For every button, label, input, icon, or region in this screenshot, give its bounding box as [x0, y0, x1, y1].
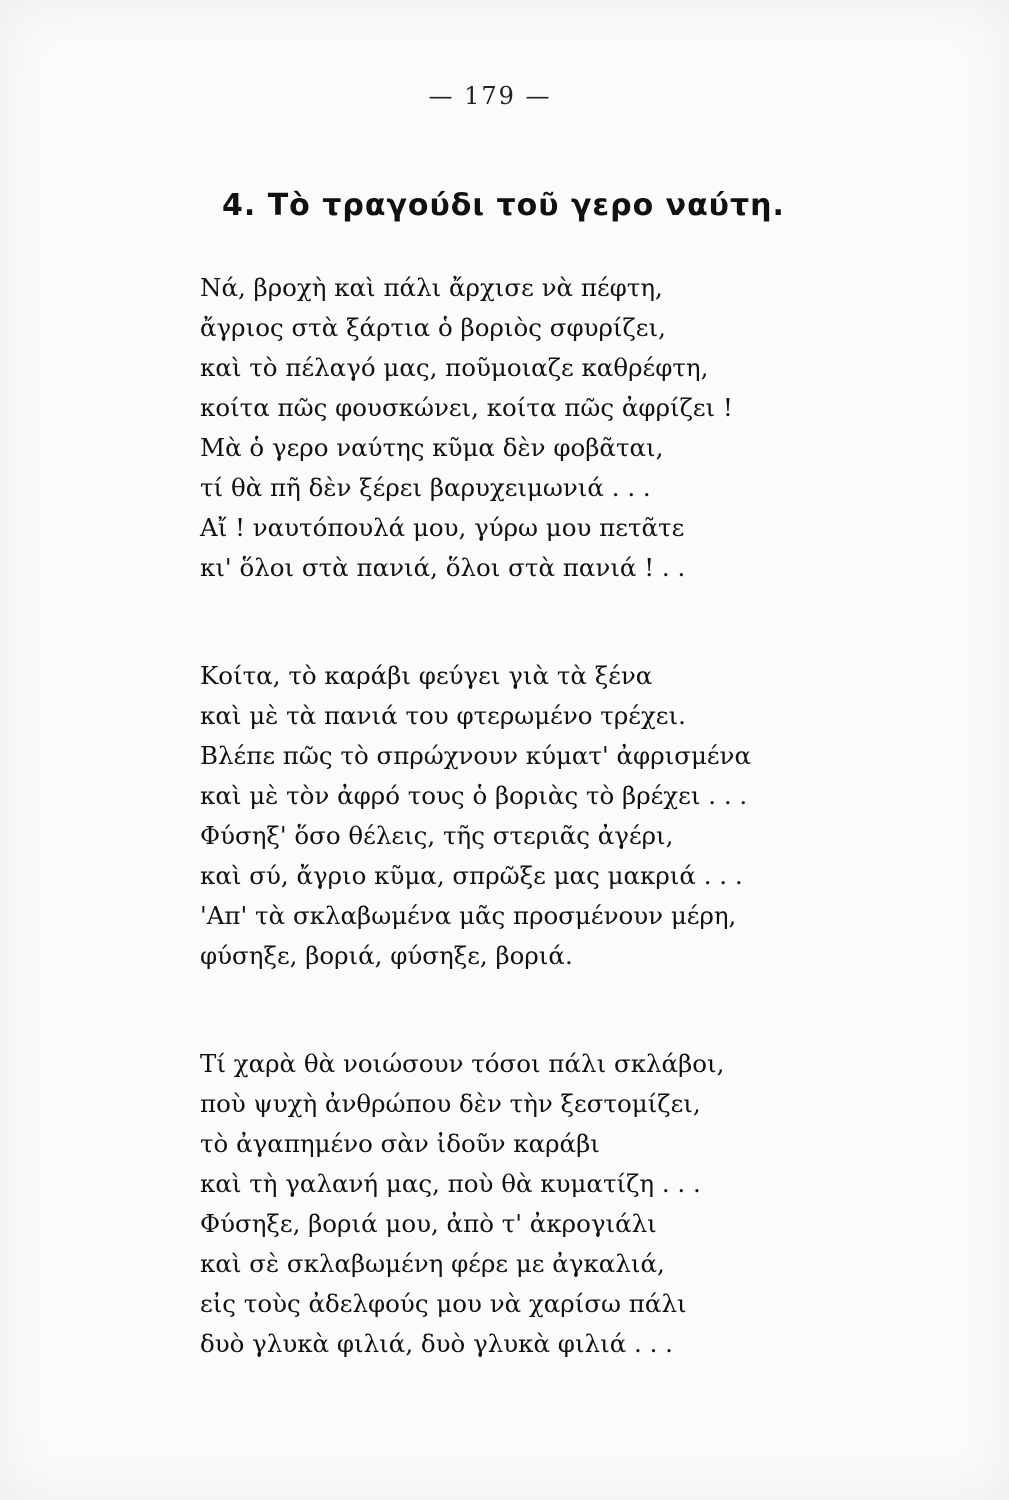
poem-title: 4. Τὸ τραγούδι τοῦ γερο ναύτη.	[222, 188, 785, 223]
stanza-3	[200, 1044, 820, 1364]
poem-line: καὶ μὲ τὸν ἀφρό τους ὁ βοριὰς τὸ βρέχει . . .	[200, 781, 748, 810]
poem-line: Τί χαρὰ θὰ νοιώσουν τόσοι πάλι σκλάβοι,	[200, 1049, 725, 1078]
poem-line: 'Απ' τὰ σκλαβωμένα μᾶς προσμένουν μέρη,	[200, 901, 737, 930]
poem-line: τί θὰ πῆ δὲν ξέρει βαρυχειμωνιά . . .	[200, 473, 651, 502]
poem-line: Κοίτα, τὸ καράβι φεύγει γιὰ τὰ ξένα	[200, 661, 653, 690]
page-number: — 179 —	[428, 82, 552, 110]
poem-line: κι' ὅλοι στὰ πανιά, ὅλοι στὰ πανιά ! . .	[200, 553, 686, 582]
poem-line: Νά, βροχὴ καὶ πάλι ἄρχισε νὰ πέφτη,	[200, 273, 663, 302]
poem-line: δυὸ γλυκὰ φιλιά, δυὸ γλυκὰ φιλιά . . .	[200, 1329, 673, 1358]
poem-line: καὶ τὸ πέλαγό μας, ποῦμοιαζε καθρέφτη,	[200, 353, 709, 382]
poem-line: Φύσηξε, βοριά μου, ἀπὸ τ' ἀκρογιάλι	[200, 1209, 657, 1238]
poem-line: καὶ τὴ γαλανή μας, ποὺ θὰ κυματίζη . . .	[200, 1169, 701, 1198]
poem-line: Βλέπε πῶς τὸ σπρώχνουν κύματ' ἀφρισμένα	[200, 741, 751, 770]
poem-line: καὶ σύ, ἄγριο κῦμα, σπρῶξε μας μακριά . . .	[200, 861, 743, 890]
poem-body	[200, 268, 820, 1364]
stanza-divider	[200, 976, 820, 1044]
poem-line: Μὰ ὁ γερο ναύτης κῦμα δὲν φοβᾶται,	[200, 433, 664, 462]
poem-line: καὶ σὲ σκλαβωμένη φέρε με ἀγκαλιά,	[200, 1249, 665, 1278]
poem-line: τὸ ἀγαπημένο σὰν ἰδοῦν καράβι	[200, 1129, 600, 1158]
poem-line: Αἴ ! ναυτόπουλά μου, γύρω μου πετᾶτε	[200, 513, 685, 542]
poem-line: εἰς τοὺς ἀδελφούς μου νὰ χαρίσω πάλι	[200, 1289, 687, 1318]
stanza-1	[200, 268, 820, 588]
poem-line: Φύσηξ' ὅσο θέλεις, τῆς στεριᾶς ἀγέρι,	[200, 821, 674, 850]
poem-line: φύσηξε, βοριά, φύσηξε, βοριά.	[200, 941, 573, 970]
poem-line: καὶ μὲ τὰ πανιά του φτερωμένο τρέχει.	[200, 701, 686, 730]
poem-line: ἄγριος στὰ ξάρτια ὁ βοριὸς σφυρίζει,	[200, 313, 666, 342]
poem-line: ποὺ ψυχὴ ἀνθρώπου δὲν τὴν ξεστομίζει,	[200, 1089, 701, 1118]
stanza-divider	[200, 588, 820, 656]
stanza-2	[200, 656, 820, 976]
poem-line: κοίτα πῶς φουσκώνει, κοίτα πῶς ἀφρίζει !	[200, 393, 733, 422]
